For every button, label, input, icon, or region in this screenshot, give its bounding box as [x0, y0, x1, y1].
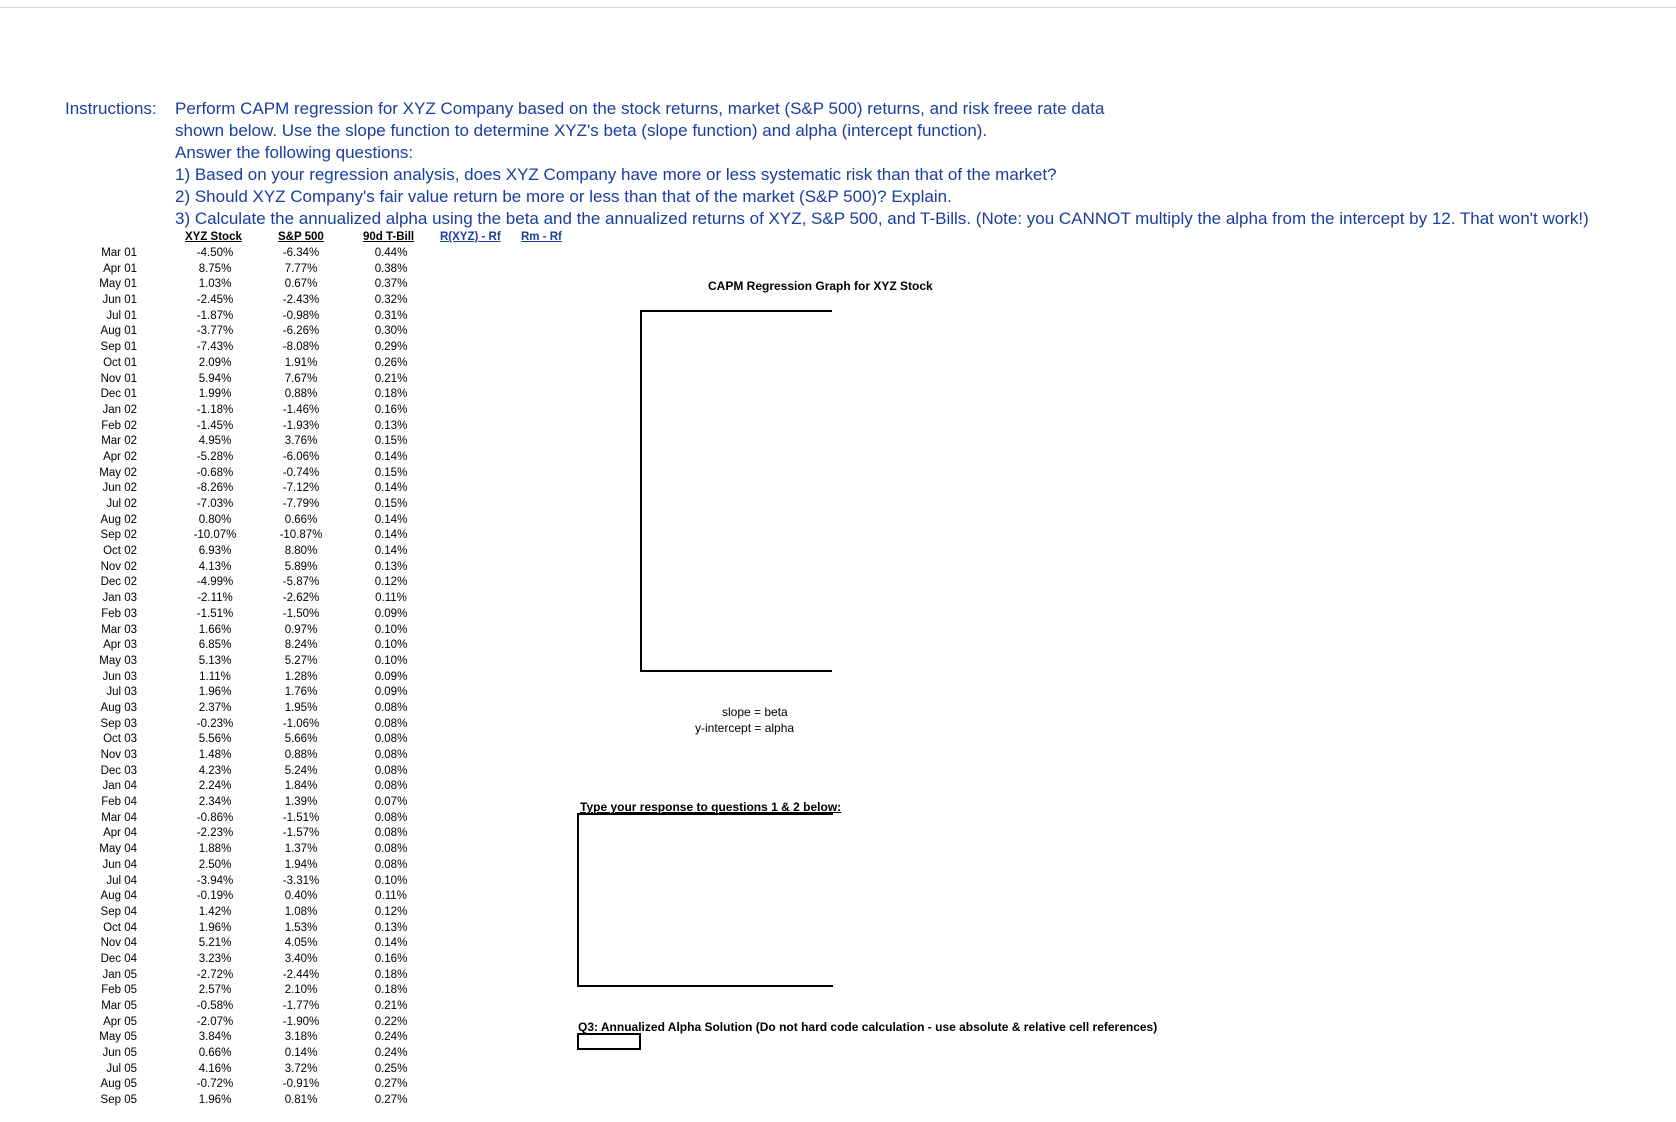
xyz-return-cell[interactable]: -0.86%: [196, 811, 234, 824]
header-tbill[interactable]: 90d T-Bill: [363, 231, 415, 243]
date-cell[interactable]: Jun 03: [102, 670, 137, 683]
header-excess-market[interactable]: Rm - Rf: [521, 231, 562, 243]
xyz-return-cell[interactable]: 2.09%: [198, 356, 232, 369]
sp500-return-cell[interactable]: -1.90%: [282, 1015, 320, 1028]
xyz-return-cell[interactable]: 4.23%: [198, 764, 232, 777]
date-cell[interactable]: Jan 03: [102, 592, 137, 605]
tbill-rate-cell[interactable]: 0.31%: [374, 309, 408, 322]
sp500-return-cell[interactable]: 1.95%: [284, 701, 318, 714]
date-cell[interactable]: Oct 01: [103, 356, 137, 369]
xyz-return-cell[interactable]: -1.18%: [196, 403, 234, 416]
xyz-return-cell[interactable]: 1.99%: [198, 388, 232, 401]
sp500-return-cell[interactable]: -0.91%: [282, 1078, 320, 1091]
sp500-return-cell[interactable]: 1.94%: [284, 858, 318, 871]
sp500-return-cell[interactable]: 0.81%: [284, 1094, 318, 1107]
sp500-return-cell[interactable]: -5.87%: [282, 576, 320, 589]
date-cell[interactable]: Nov 03: [100, 749, 137, 761]
xyz-return-cell[interactable]: -2.11%: [197, 592, 233, 605]
date-cell[interactable]: Apr 02: [103, 450, 137, 463]
header-sp500[interactable]: S&P 500: [278, 231, 324, 243]
sp500-return-cell[interactable]: 1.28%: [284, 670, 318, 683]
tbill-rate-cell[interactable]: 0.14%: [374, 482, 408, 495]
xyz-return-cell[interactable]: 1.96%: [198, 1094, 232, 1107]
xyz-return-cell[interactable]: 4.13%: [198, 560, 232, 573]
tbill-rate-cell[interactable]: 0.08%: [374, 843, 408, 856]
sp500-return-cell[interactable]: 1.53%: [284, 921, 318, 934]
xyz-return-cell[interactable]: 1.66%: [198, 623, 232, 636]
tbill-rate-cell[interactable]: 0.27%: [374, 1094, 408, 1107]
date-cell[interactable]: Jun 04: [102, 858, 137, 871]
sp500-return-cell[interactable]: 1.39%: [284, 796, 318, 809]
xyz-return-cell[interactable]: -7.03%: [196, 498, 234, 510]
tbill-rate-cell[interactable]: 0.24%: [374, 1031, 408, 1044]
top-border: [0, 7, 1676, 8]
tbill-rate-cell[interactable]: 0.09%: [374, 607, 408, 620]
tbill-rate-cell[interactable]: 0.09%: [374, 686, 408, 699]
tbill-rate-cell[interactable]: 0.12%: [374, 576, 408, 589]
tbill-rate-cell[interactable]: 0.18%: [374, 388, 408, 401]
sp500-return-cell[interactable]: 3.76%: [284, 435, 318, 448]
tbill-rate-cell[interactable]: 0.16%: [374, 403, 408, 416]
date-cell[interactable]: Jul 04: [106, 874, 137, 887]
date-cell[interactable]: Aug 03: [100, 701, 137, 714]
sp500-return-cell[interactable]: 7.67%: [284, 372, 318, 385]
xyz-return-cell[interactable]: 5.56%: [198, 733, 232, 746]
tbill-rate-cell[interactable]: 0.24%: [374, 1047, 408, 1060]
instruction-line: 3) Calculate the annualized alpha using the beta and the annualized returns of XYZ, S&P 500, and T-Bills. (Note: you CANNOT multiply the alpha from the intercept by 12. That won't work!): [175, 209, 1589, 228]
xyz-return-cell[interactable]: 8.75%: [198, 262, 232, 275]
sp500-return-cell[interactable]: -6.06%: [282, 450, 320, 463]
date-cell[interactable]: May 02: [99, 466, 137, 479]
date-cell[interactable]: Feb 04: [101, 796, 137, 809]
tbill-rate-cell[interactable]: 0.08%: [374, 764, 408, 777]
xyz-return-cell[interactable]: 6.85%: [198, 639, 232, 652]
sp500-return-cell[interactable]: -0.98%: [282, 309, 320, 322]
date-cell[interactable]: Apr 05: [103, 1015, 137, 1028]
tbill-rate-cell[interactable]: 0.21%: [374, 372, 408, 385]
xyz-return-cell[interactable]: 1.42%: [198, 905, 232, 918]
header-excess-xyz[interactable]: R(XYZ) - Rf: [440, 231, 501, 243]
xyz-return-cell[interactable]: 2.57%: [198, 984, 232, 997]
xyz-return-cell[interactable]: -2.72%: [196, 968, 234, 981]
date-cell[interactable]: Sep 05: [100, 1094, 137, 1107]
xyz-return-cell[interactable]: -5.28%: [196, 450, 234, 463]
sp500-return-cell[interactable]: -7.12%: [282, 482, 320, 495]
tbill-rate-cell[interactable]: 0.08%: [374, 733, 408, 746]
sp500-return-cell[interactable]: 8.24%: [284, 639, 318, 652]
tbill-rate-cell[interactable]: 0.11%: [375, 890, 407, 903]
tbill-rate-cell[interactable]: 0.14%: [374, 545, 408, 558]
sp500-return-cell[interactable]: 0.67%: [284, 278, 318, 291]
xyz-return-cell[interactable]: -0.58%: [196, 1000, 234, 1012]
date-cell[interactable]: Sep 04: [100, 905, 137, 918]
sp500-return-cell[interactable]: -6.26%: [282, 325, 320, 338]
chart-area[interactable]: [640, 310, 832, 672]
xyz-return-cell[interactable]: 2.50%: [198, 858, 232, 871]
tbill-rate-cell[interactable]: 0.15%: [374, 435, 408, 448]
date-cell[interactable]: Nov 02: [100, 560, 137, 573]
sp500-return-cell[interactable]: 0.66%: [284, 513, 318, 526]
sp500-return-cell[interactable]: -3.31%: [282, 874, 320, 887]
date-cell[interactable]: Jul 05: [106, 1062, 137, 1075]
date-cell[interactable]: Jun 02: [102, 482, 137, 495]
date-cell[interactable]: Jan 04: [102, 780, 137, 793]
tbill-rate-cell[interactable]: 0.14%: [374, 529, 408, 542]
sp500-return-cell[interactable]: 1.76%: [284, 686, 318, 699]
date-cell[interactable]: Aug 02: [100, 513, 137, 526]
xyz-return-cell[interactable]: -7.43%: [196, 341, 234, 354]
tbill-rate-cell[interactable]: 0.44%: [374, 247, 408, 259]
date-cell[interactable]: Oct 03: [103, 733, 137, 746]
xyz-return-cell[interactable]: 0.66%: [198, 1047, 232, 1060]
xyz-return-cell[interactable]: -1.45%: [196, 419, 234, 432]
date-cell[interactable]: Sep 02: [100, 529, 137, 542]
sp500-return-cell[interactable]: 4.05%: [284, 937, 318, 950]
tbill-rate-cell[interactable]: 0.18%: [374, 968, 408, 981]
sp500-return-cell[interactable]: 3.40%: [284, 952, 318, 965]
xyz-return-cell[interactable]: 1.48%: [198, 749, 232, 761]
tbill-rate-cell[interactable]: 0.10%: [374, 639, 408, 652]
date-cell[interactable]: Jul 01: [106, 309, 137, 322]
tbill-rate-cell[interactable]: 0.14%: [374, 937, 408, 950]
tbill-rate-cell[interactable]: 0.13%: [374, 921, 408, 934]
xyz-return-cell[interactable]: -2.07%: [196, 1015, 234, 1028]
date-cell[interactable]: Dec 04: [100, 952, 137, 965]
date-cell[interactable]: Jan 05: [102, 968, 137, 981]
date-column: [85, 246, 137, 1109]
date-cell[interactable]: Jun 01: [102, 294, 137, 307]
xyz-return-cell[interactable]: 2.37%: [198, 701, 232, 714]
tbill-rate-cell[interactable]: 0.08%: [374, 780, 408, 793]
date-cell[interactable]: Oct 04: [103, 921, 137, 934]
date-cell[interactable]: Feb 03: [101, 607, 137, 620]
sp500-return-cell[interactable]: 3.72%: [284, 1062, 318, 1075]
date-cell[interactable]: Sep 01: [100, 341, 137, 354]
sp500-return-cell[interactable]: -2.43%: [282, 294, 320, 307]
sp500-return-cell[interactable]: -2.62%: [282, 592, 320, 605]
date-cell[interactable]: Aug 05: [100, 1078, 137, 1091]
sp500-return-cell[interactable]: 0.88%: [284, 388, 318, 401]
tbill-rate-cell[interactable]: 0.11%: [375, 592, 407, 605]
sp500-return-cell[interactable]: 0.40%: [284, 890, 318, 903]
header-xyz-stock[interactable]: XYZ Stock: [185, 231, 242, 243]
xyz-return-cell[interactable]: -3.77%: [196, 325, 234, 338]
date-cell[interactable]: May 01: [99, 278, 137, 291]
xyz-return-cell[interactable]: 3.23%: [198, 952, 232, 965]
date-cell[interactable]: Aug 01: [100, 325, 137, 338]
sp500-return-cell[interactable]: 2.10%: [284, 984, 318, 997]
date-cell[interactable]: Nov 04: [100, 937, 137, 950]
sp500-return-cell[interactable]: 1.37%: [284, 843, 318, 856]
date-cell[interactable]: Mar 01: [101, 247, 137, 259]
sp500-return-cell[interactable]: -1.93%: [282, 419, 320, 432]
instruction-line: shown below. Use the slope function to determine XYZ's beta (slope function) and alpha (intercept function).: [175, 121, 988, 140]
xyz-return-cell[interactable]: 5.21%: [198, 937, 232, 950]
date-cell[interactable]: May 05: [99, 1031, 137, 1044]
tbill-rate-cell[interactable]: 0.29%: [374, 341, 408, 354]
sp500-return-cell[interactable]: 7.77%: [284, 262, 318, 275]
sp500-return-cell[interactable]: 1.08%: [284, 905, 318, 918]
tbill-rate-cell[interactable]: 0.16%: [374, 952, 408, 965]
xyz-return-cell[interactable]: -0.68%: [196, 466, 234, 479]
slope-label: slope = beta: [722, 705, 788, 719]
tbill-rate-cell[interactable]: 0.30%: [374, 325, 408, 338]
date-cell[interactable]: Apr 03: [103, 639, 137, 652]
xyz-stock-column: [185, 246, 245, 1109]
tbill-rate-cell[interactable]: 0.15%: [374, 466, 408, 479]
tbill-rate-cell[interactable]: 0.26%: [374, 356, 408, 369]
sp500-return-cell[interactable]: -7.79%: [282, 498, 320, 510]
tbill-rate-cell[interactable]: 0.25%: [374, 1062, 408, 1075]
intercept-label: y-intercept = alpha: [695, 721, 795, 735]
date-cell[interactable]: Dec 02: [100, 576, 137, 589]
tbill-rate-cell[interactable]: 0.10%: [374, 654, 408, 667]
date-cell[interactable]: Jun 05: [102, 1047, 137, 1060]
sp500-return-cell[interactable]: -1.46%: [282, 403, 320, 416]
sp500-return-cell[interactable]: 3.18%: [284, 1031, 318, 1044]
date-cell[interactable]: Jul 02: [106, 498, 137, 510]
tbill-column: [362, 246, 420, 1109]
instruction-line: Answer the following questions:: [175, 143, 414, 162]
tbill-rate-cell[interactable]: 0.37%: [374, 278, 408, 291]
chart-title: CAPM Regression Graph for XYZ Stock: [708, 279, 933, 293]
tbill-rate-cell[interactable]: 0.08%: [374, 858, 408, 871]
xyz-return-cell[interactable]: -10.07%: [193, 529, 237, 542]
tbill-rate-cell[interactable]: 0.08%: [374, 717, 408, 730]
xyz-return-cell[interactable]: 4.16%: [198, 1062, 232, 1075]
xyz-return-cell[interactable]: -0.23%: [196, 717, 234, 730]
sp500-return-cell[interactable]: 5.27%: [284, 654, 318, 667]
xyz-return-cell[interactable]: -1.51%: [196, 607, 234, 620]
date-cell[interactable]: Mar 05: [101, 1000, 137, 1012]
date-cell[interactable]: Feb 05: [101, 984, 137, 997]
xyz-return-cell[interactable]: 1.96%: [198, 921, 232, 934]
sp500-return-cell[interactable]: -10.87%: [279, 529, 323, 542]
instructions-label: Instructions:: [65, 99, 157, 118]
tbill-rate-cell[interactable]: 0.08%: [374, 701, 408, 714]
date-cell[interactable]: Mar 03: [101, 623, 137, 636]
sp500-return-cell[interactable]: 5.66%: [284, 733, 318, 746]
xyz-return-cell[interactable]: 6.93%: [198, 545, 232, 558]
tbill-rate-cell[interactable]: 0.27%: [374, 1078, 408, 1091]
tbill-rate-cell[interactable]: 0.18%: [374, 984, 408, 997]
xyz-return-cell[interactable]: 5.13%: [198, 654, 232, 667]
tbill-rate-cell[interactable]: 0.08%: [374, 749, 408, 761]
instruction-line: Perform CAPM regression for XYZ Company based on the stock returns, market (S&P 500) returns, and risk freee rate data: [175, 99, 1105, 118]
sp500-return-cell[interactable]: -0.74%: [282, 466, 320, 479]
response-label: Type your response to questions 1 & 2 below:: [580, 800, 842, 814]
tbill-rate-cell[interactable]: 0.14%: [374, 513, 408, 526]
tbill-rate-cell[interactable]: 0.15%: [374, 498, 408, 510]
date-cell[interactable]: Dec 01: [100, 388, 137, 401]
sp500-return-cell[interactable]: -1.57%: [282, 827, 320, 840]
xyz-return-cell[interactable]: -0.19%: [196, 890, 234, 903]
sp500-return-cell[interactable]: -1.77%: [282, 1000, 320, 1012]
date-cell[interactable]: Nov 01: [100, 372, 137, 385]
sp500-return-cell[interactable]: 1.91%: [284, 356, 318, 369]
xyz-return-cell[interactable]: 1.11%: [199, 670, 231, 683]
sp500-return-cell[interactable]: 0.88%: [284, 749, 318, 761]
xyz-return-cell[interactable]: 2.34%: [198, 796, 232, 809]
date-cell[interactable]: Dec 03: [100, 764, 137, 777]
sp500-return-cell[interactable]: 5.89%: [284, 560, 318, 573]
tbill-rate-cell[interactable]: 0.10%: [374, 874, 408, 887]
xyz-return-cell[interactable]: 1.03%: [198, 278, 232, 291]
date-cell[interactable]: Mar 04: [101, 811, 137, 824]
tbill-rate-cell[interactable]: 0.10%: [374, 623, 408, 636]
tbill-rate-cell[interactable]: 0.14%: [374, 450, 408, 463]
sp500-return-cell[interactable]: -1.06%: [282, 717, 320, 730]
date-cell[interactable]: Sep 03: [100, 717, 137, 730]
xyz-return-cell[interactable]: 0.80%: [198, 513, 232, 526]
xyz-return-cell[interactable]: 1.88%: [198, 843, 232, 856]
tbill-rate-cell[interactable]: 0.09%: [374, 670, 408, 683]
xyz-return-cell[interactable]: -3.94%: [196, 874, 234, 887]
sp500-return-cell[interactable]: 0.97%: [284, 623, 318, 636]
sp500-return-cell[interactable]: 5.24%: [284, 764, 318, 777]
xyz-return-cell[interactable]: -2.23%: [196, 827, 234, 840]
instruction-line: 2) Should XYZ Company's fair value return be more or less than that of the market (S&P 500)? Explain.: [175, 187, 952, 206]
date-cell[interactable]: Aug 04: [100, 890, 137, 903]
sp500-return-cell[interactable]: -8.08%: [282, 341, 320, 354]
date-cell[interactable]: May 04: [99, 843, 137, 856]
xyz-return-cell[interactable]: 4.95%: [198, 435, 232, 448]
date-cell[interactable]: Feb 02: [101, 419, 137, 432]
date-cell[interactable]: May 03: [99, 654, 137, 667]
sp500-return-cell[interactable]: 8.80%: [284, 545, 318, 558]
sp500-return-cell[interactable]: 0.14%: [284, 1047, 318, 1060]
sp500-return-cell[interactable]: -1.51%: [282, 811, 320, 824]
date-cell[interactable]: Jan 02: [102, 403, 137, 416]
xyz-return-cell[interactable]: 2.24%: [198, 780, 232, 793]
xyz-return-cell[interactable]: -8.26%: [196, 482, 234, 495]
q3-label: Q3: Annualized Alpha Solution (Do not hard code calculation - use absolute & relative cell references): [578, 1020, 1158, 1034]
tbill-rate-cell[interactable]: 0.21%: [374, 1000, 408, 1012]
xyz-return-cell[interactable]: -1.87%: [196, 309, 234, 322]
date-cell[interactable]: Oct 02: [103, 545, 137, 558]
sp500-return-cell[interactable]: 1.84%: [284, 780, 318, 793]
response-textbox[interactable]: [577, 813, 833, 987]
xyz-return-cell[interactable]: 1.96%: [198, 686, 232, 699]
tbill-rate-cell[interactable]: 0.13%: [374, 560, 408, 573]
tbill-rate-cell[interactable]: 0.22%: [374, 1015, 408, 1028]
date-cell[interactable]: Mar 02: [101, 435, 137, 448]
sp500-column: [270, 246, 332, 1109]
tbill-rate-cell[interactable]: 0.13%: [374, 419, 408, 432]
tbill-rate-cell[interactable]: 0.12%: [374, 905, 408, 918]
xyz-return-cell[interactable]: -0.72%: [196, 1078, 234, 1091]
xyz-return-cell[interactable]: 3.84%: [198, 1031, 232, 1044]
q3-answer-cell[interactable]: [577, 1033, 641, 1050]
sp500-return-cell[interactable]: -1.50%: [282, 607, 320, 620]
instruction-line: 1) Based on your regression analysis, does XYZ Company have more or less systematic risk than that of the market?: [175, 165, 1057, 184]
tbill-rate-cell[interactable]: 0.08%: [374, 827, 408, 840]
xyz-return-cell[interactable]: -4.50%: [196, 247, 234, 259]
tbill-rate-cell[interactable]: 0.07%: [374, 796, 408, 809]
tbill-rate-cell[interactable]: 0.08%: [374, 811, 408, 824]
sp500-return-cell[interactable]: -2.44%: [282, 968, 320, 981]
date-cell[interactable]: Apr 01: [103, 262, 137, 275]
xyz-return-cell[interactable]: 5.94%: [198, 372, 232, 385]
tbill-rate-cell[interactable]: 0.32%: [374, 294, 408, 307]
date-cell[interactable]: Apr 04: [103, 827, 137, 840]
tbill-rate-cell[interactable]: 0.38%: [374, 262, 408, 275]
xyz-return-cell[interactable]: -4.99%: [196, 576, 234, 589]
date-cell[interactable]: Jul 03: [106, 686, 137, 699]
sp500-return-cell[interactable]: -6.34%: [282, 247, 320, 259]
xyz-return-cell[interactable]: -2.45%: [196, 294, 234, 307]
